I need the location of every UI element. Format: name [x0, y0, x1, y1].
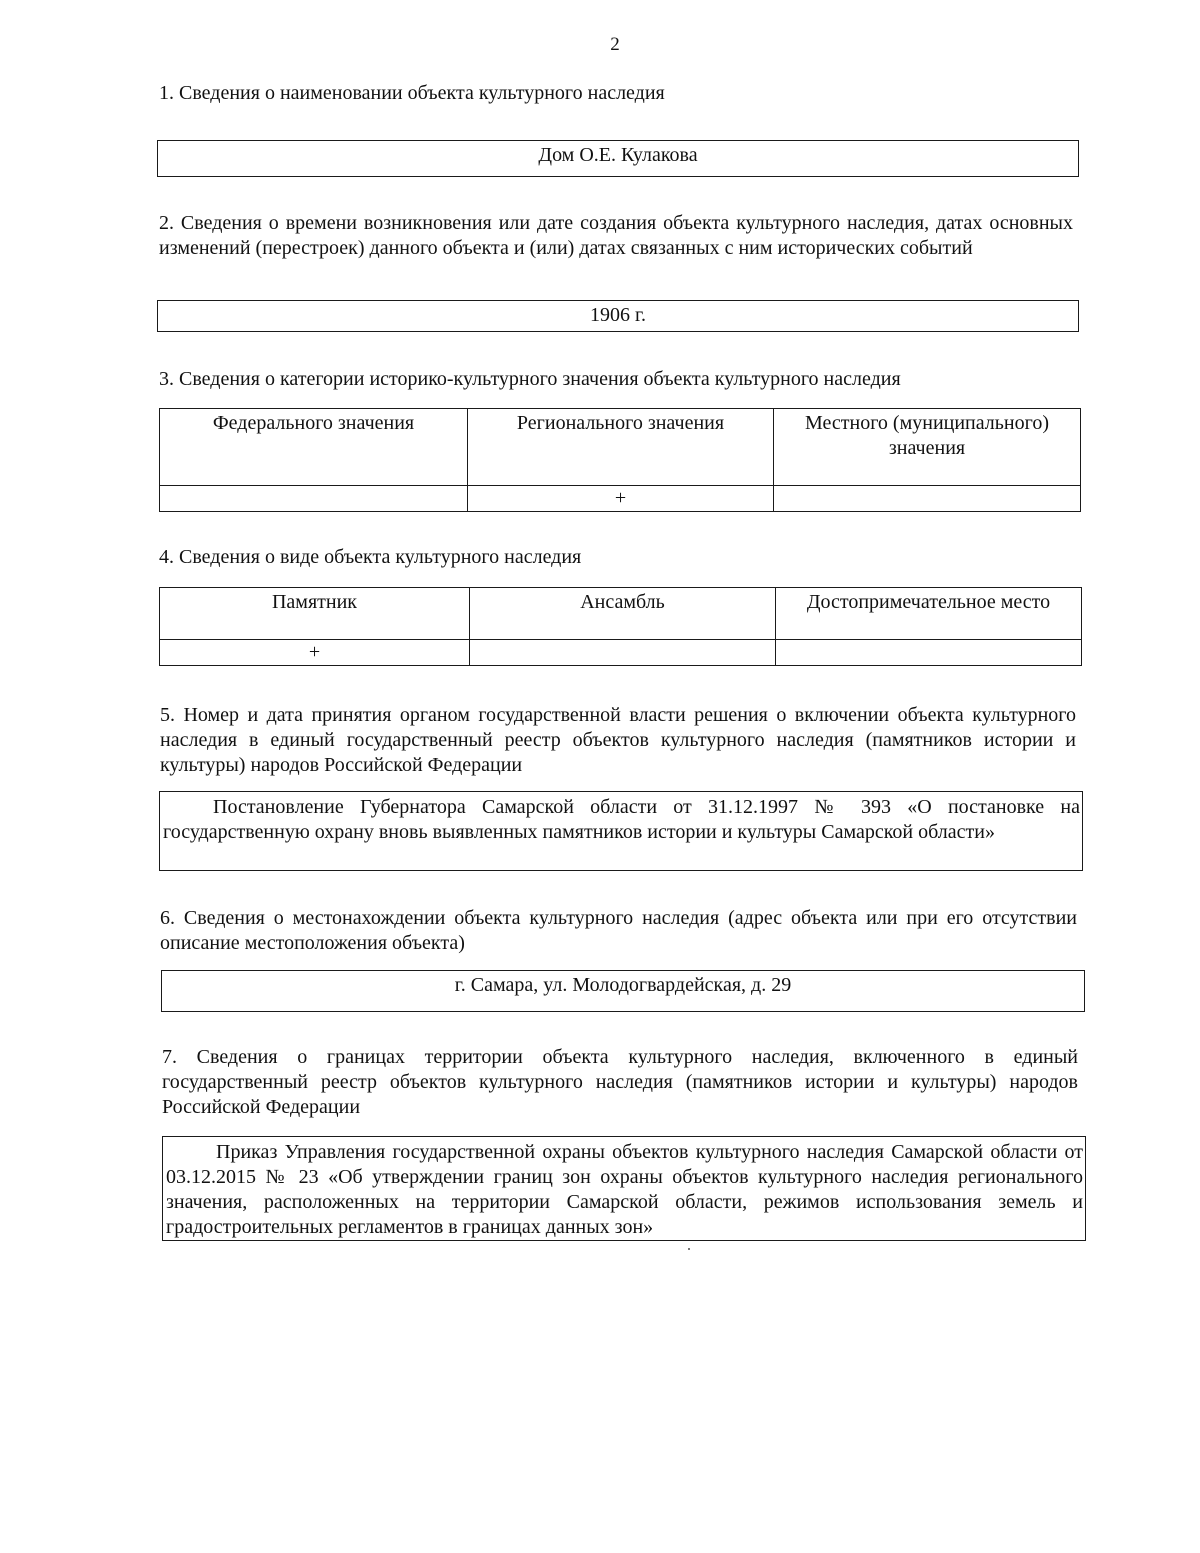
type-monument-header: Памятник — [160, 588, 470, 640]
section-5-heading: 5. Номер и дата принятия органом государственной власти решения о включении объекта культурного наследия в единый государственный реестр объектов культурного наследия (памятников истории и культуры) народов Российской Федерации — [160, 704, 1076, 776]
section-4-heading: 4. Сведения о виде объекта культурного наследия — [159, 546, 582, 568]
object-name: Дом О.Е. Кулакова — [538, 144, 698, 166]
category-regional-mark: + — [468, 486, 774, 512]
section-6-value-box — [161, 970, 1085, 1012]
type-mark-row — [160, 640, 1082, 666]
section-7-heading: 7. Сведения о границах территории объекта культурного наследия, включенного в единый государственный реестр объектов культурного наследия (памятников истории и культуры) народов Российской Федерации — [162, 1046, 1078, 1118]
category-header-row — [160, 409, 1081, 486]
category-mark-row — [160, 486, 1081, 512]
category-local-header: Местного (муниципального) значения — [774, 409, 1081, 486]
object-address: г. Самара, ул. Молодогвардейская, д. 29 — [454, 974, 792, 996]
section-2-value-box — [157, 300, 1079, 332]
creation-date: 1906 г. — [590, 304, 646, 326]
scan-speck — [688, 1248, 690, 1250]
category-table — [159, 408, 1081, 512]
territory-boundaries-order: Приказ Управления государственной охраны объектов культурного наследия Самарской области от 03.12.2015 № 23 «Об утверждении границ зон охраны объектов культурного наследия регионального значения, расположенных на территории Самарской области, режимов использования земель и градостроительных регламентов в границах данных зон» — [166, 1141, 1083, 1238]
type-table — [159, 587, 1082, 666]
section-5-value-box — [159, 791, 1083, 871]
section-1-heading: 1. Сведения о наименовании объекта культурного наследия — [159, 82, 665, 104]
section-3-heading: 3. Сведения о категории историко-культурного значения объекта культурного наследия — [159, 368, 901, 390]
page-number: 2 — [610, 34, 620, 55]
category-federal-mark — [160, 486, 468, 512]
type-landmark-mark — [776, 640, 1082, 666]
section-7-value-box — [162, 1136, 1086, 1241]
type-monument-mark: + — [160, 640, 470, 666]
type-header-row — [160, 588, 1082, 640]
registry-decision: Постановление Губернатора Самарской области от 31.12.1997 № 393 «О постановке на государственную охрану вновь выявленных памятников истории и культуры Самарской области» — [163, 796, 1080, 843]
category-federal-header: Федерального значения — [160, 409, 468, 486]
category-local-mark — [774, 486, 1081, 512]
type-ensemble-header: Ансамбль — [470, 588, 776, 640]
type-landmark-header: Достопримечательное место — [776, 588, 1082, 640]
section-2-heading: 2. Сведения о времени возникновения или дате создания объекта культурного наследия, датах основных изменений (перестроек) данного объекта и (или) датах связанных с ним исторических событий — [159, 212, 1073, 259]
category-regional-header: Регионального значения — [468, 409, 774, 486]
type-ensemble-mark — [470, 640, 776, 666]
section-1-value-box — [157, 140, 1079, 177]
section-6-heading: 6. Сведения о местонахождении объекта культурного наследия (адрес объекта или при его отсутствии описание местоположения объекта) — [160, 907, 1077, 954]
